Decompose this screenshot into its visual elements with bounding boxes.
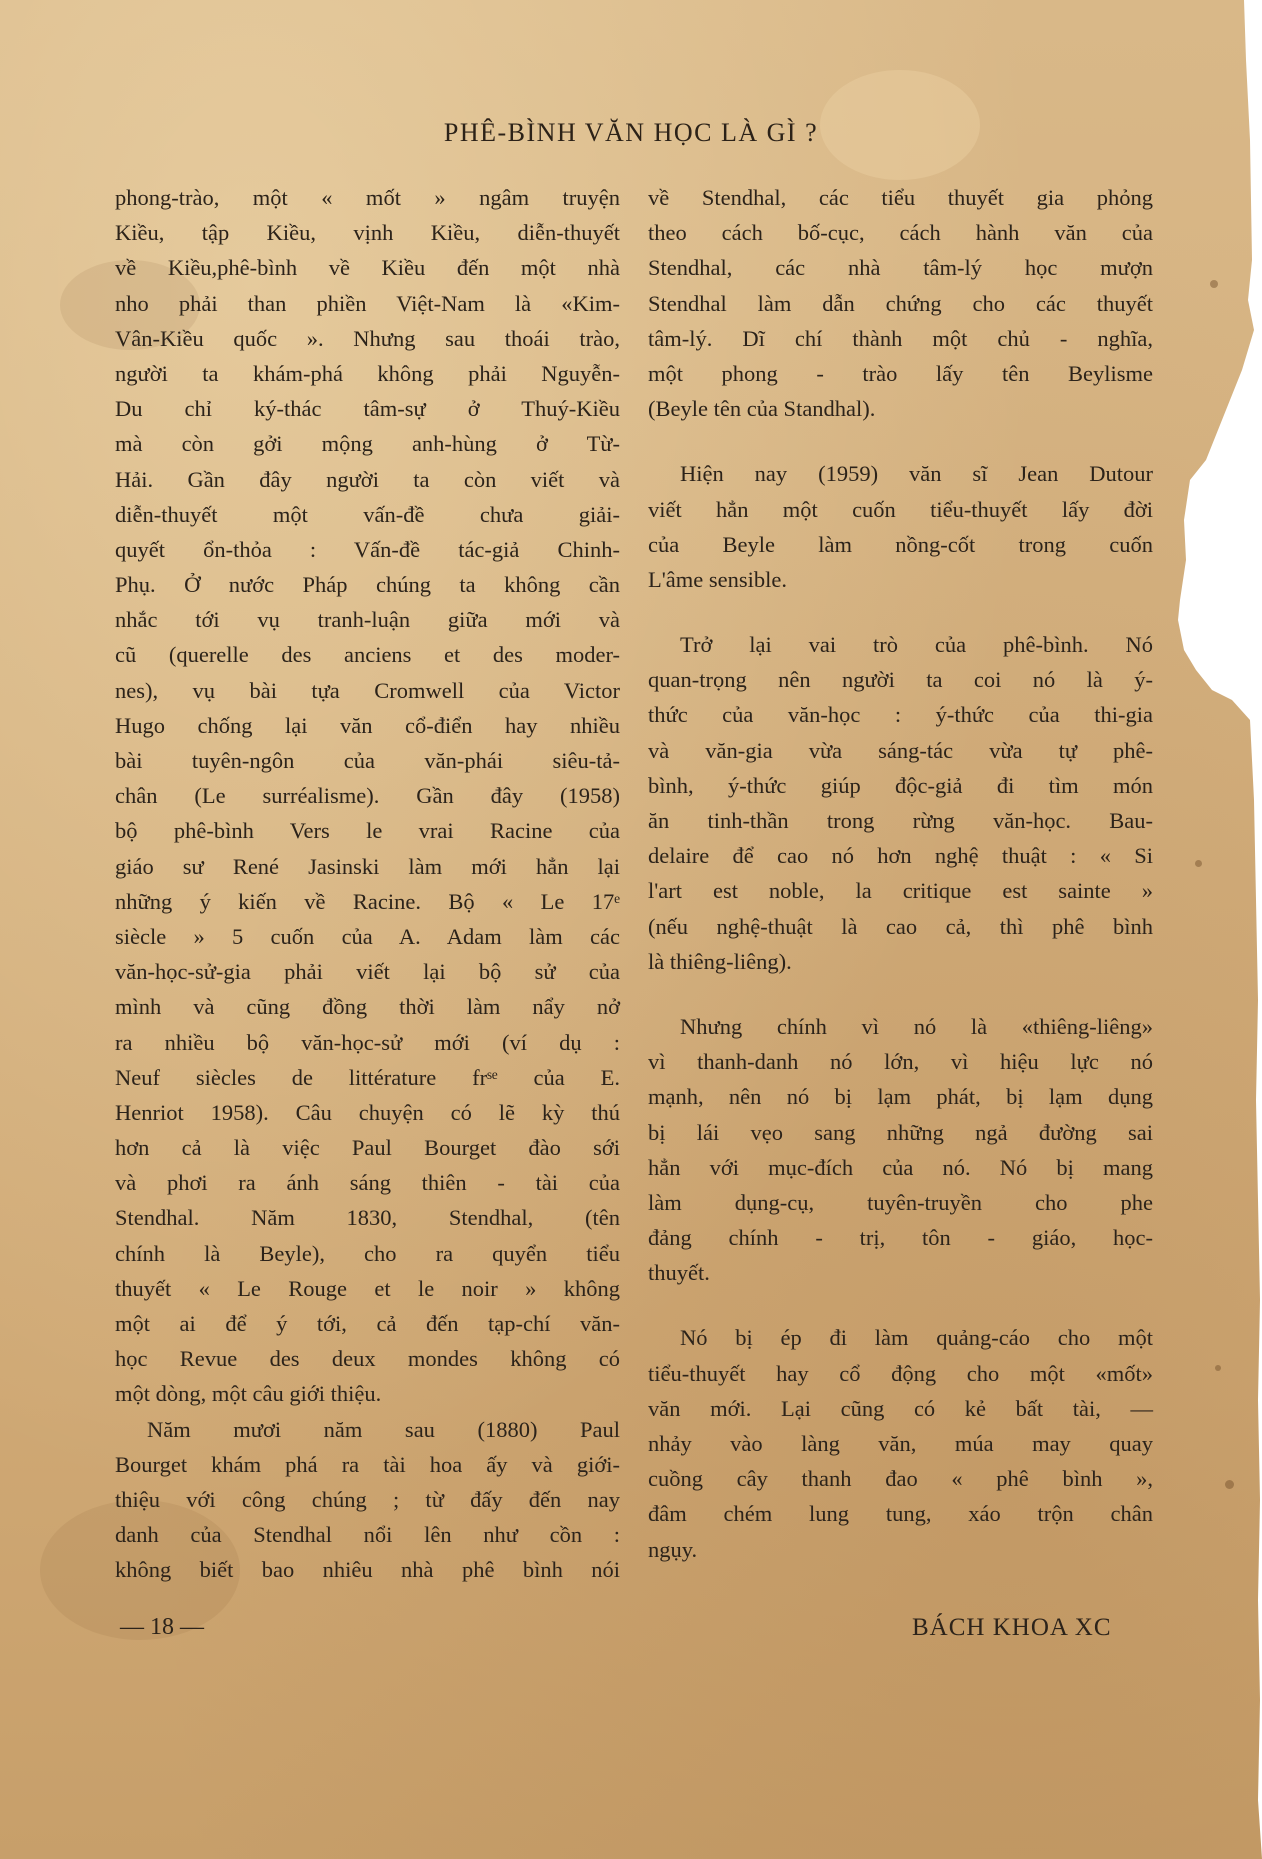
text-line: l'art est noble, la critique est sainte » (648, 878, 1153, 904)
text-line: Hugo chống lại văn cổ-điển hay nhiều (115, 712, 620, 738)
text-line: văn mới. Lại cũng có kẻ bất tài, — (648, 1395, 1153, 1421)
text-line: chính là Beyle), cho ra quyển tiểu (115, 1240, 620, 1266)
text-line: tâm-lý. Dĩ chí thành một chủ - nghĩa, (648, 325, 1153, 351)
text-line: cũ (querelle des anciens et des moder- (115, 642, 620, 668)
text-line: theo cách bố-cục, cách hành văn của (648, 220, 1153, 246)
text-line: danh của Stendhal nổi lên như cồn : (115, 1522, 620, 1548)
text-line: Stendhal làm dẫn chứng cho các thuyết (648, 290, 1153, 316)
text-line: mạnh, nên nó bị lạm phát, bị lạm dụng (648, 1084, 1153, 1110)
text-line: Stendhal, các nhà tâm-lý học mượn (648, 255, 1153, 281)
text-line: Henriot 1958). Câu chuyện có lẽ kỳ thú (115, 1099, 620, 1125)
text-line: bài tuyên-ngôn của văn-phái siêu-tả- (115, 748, 620, 773)
publication-name: BÁCH KHOA XC (912, 1614, 1112, 1641)
text-line: học Revue des deux mondes không có (115, 1346, 620, 1372)
text-line: ngụy. (648, 1536, 698, 1562)
page-number: — 18 — (120, 1614, 204, 1640)
text-line: mà còn gởi mộng anh-hùng ở Từ- (115, 431, 620, 457)
paragraph-misuse (648, 1009, 1153, 1291)
text-line: là thiêng-liêng). (648, 948, 792, 974)
paragraph-gap (648, 426, 1153, 456)
text-line: hơn cả là việc Paul Bourget đào sới (115, 1135, 620, 1161)
text-line: đâm chém lung tung, xáo trộn chân (648, 1501, 1153, 1527)
text-line: thuyết « Le Rouge et le noir » không (115, 1275, 620, 1301)
text-line: viết hẳn một cuốn tiểu-thuyết lấy đời (648, 496, 1153, 522)
text-line: Năm mươi năm sau (1880) Paul (147, 1416, 620, 1442)
text-line: mình và cũng đồng thời làm nẩy nở (115, 994, 620, 1020)
text-line: những ý kiến về Racine. Bộ « Le 17ᵉ (115, 888, 620, 914)
text-line: nho phải than phiền Việt-Nam là «Kim- (115, 290, 620, 316)
text-line: Bourget khám phá ra tài hoa ấy và giới- (115, 1451, 620, 1477)
text-line: thiệu với công chúng ; từ đấy đến nay (115, 1486, 620, 1512)
text-line: giáo sư René Jasinski làm mới hẳn lại (115, 853, 620, 879)
text-line: bình, ý-thức giúp độc-giả đi tìm món (648, 772, 1153, 798)
text-line: hẳn với mục-đích của nó. Nó bị mang (648, 1154, 1153, 1180)
text-line: Nhưng chính vì nó là «thiêng-liêng» (680, 1013, 1153, 1039)
text-line: tiểu-thuyết hay cổ động cho một «mốt» (648, 1360, 1153, 1386)
right-text-column (648, 180, 1153, 1567)
text-line: về Kiều,phê-bình về Kiều đến một nhà (115, 255, 620, 281)
text-line: nhắc tới vụ tranh-luận giữa mới và (115, 607, 620, 633)
paragraph-stendhal (648, 180, 1153, 426)
text-line: Hải. Gần đây người ta còn viết và (115, 466, 620, 492)
text-line: Neuf siècles de littérature frˢᵉ của E. (115, 1064, 620, 1090)
text-line: diễn-thuyết một vấn-đề chưa giải- (115, 501, 620, 527)
torn-page-edge (1172, 0, 1262, 1859)
text-line: thuyết. (648, 1260, 710, 1286)
running-header: PHÊ-BÌNH VĂN HỌC LÀ GÌ ? (443, 118, 819, 147)
text-line: một dòng, một câu giới thiệu. (115, 1381, 382, 1407)
text-line: Hiện nay (1959) văn sĩ Jean Dutour (680, 461, 1153, 487)
text-line: (nếu nghệ-thuật là cao cả, thì phê bình (648, 913, 1153, 939)
text-line: nes), vụ bài tựa Cromwell của Victor (115, 677, 620, 703)
text-line: bộ phê-bình Vers le vrai Racine của (115, 818, 620, 844)
text-line: của Beyle làm nồng-cốt trong cuốn (648, 531, 1153, 557)
text-line: thức của văn-học : ý-thức của thi-gia (648, 702, 1153, 728)
text-line: delaire để cao nó hơn nghệ thuật : « Si (648, 843, 1153, 869)
left-text-column (115, 180, 620, 1588)
text-line: Trở lại vai trò của phê-bình. Nó (680, 632, 1153, 658)
text-line: nhảy vào làng văn, múa may quay (648, 1431, 1153, 1456)
text-line: ra nhiều bộ văn-học-sử mới (ví dụ : (115, 1029, 620, 1055)
text-line: Nó bị ép đi làm quảng-cáo cho một (680, 1325, 1153, 1351)
paragraph-gap (648, 597, 1153, 627)
text-line: người ta khám-phá không phải Nguyễn- (115, 360, 620, 386)
text-line: L'âme sensible. (648, 566, 788, 592)
text-line: không biết bao nhiêu nhà phê bình nói (115, 1557, 620, 1583)
text-line: Du chỉ ký-thác tâm-sự ở Thuý-Kiều (115, 396, 620, 422)
text-line: cuồng cây thanh đao « phê bình », (648, 1466, 1153, 1492)
text-line: đảng chính - trị, tôn - giáo, học- (648, 1225, 1153, 1251)
text-line: một ai để ý tới, cả đến tạp-chí văn- (115, 1311, 620, 1336)
text-line: ăn tinh-thần trong rừng văn-học. Bau- (648, 808, 1153, 833)
text-line: quyết ổn-thỏa : Vấn-đề tác-giả Chinh- (115, 536, 620, 562)
text-line: về Stendhal, các tiểu thuyết gia phỏng (648, 185, 1153, 210)
text-line: bị lái vẹo sang những ngả đường sai (648, 1119, 1153, 1145)
paragraph-dutour (648, 456, 1153, 597)
paragraph-role-of-criticism (648, 627, 1153, 979)
text-line: Vân-Kiều quốc ». Nhưng sau thoái trào, (115, 325, 620, 351)
text-line: và văn-gia vừa sáng-tác vừa tự phê- (648, 737, 1153, 763)
paragraph-advertising (648, 1320, 1153, 1566)
text-line: Kiều, tập Kiều, vịnh Kiều, diễn-thuyết (115, 220, 620, 246)
text-line: quan-trọng nên người ta coi nó là ý- (648, 667, 1153, 693)
text-line: Phụ. Ở nước Pháp chúng ta không cần (115, 572, 620, 598)
text-line: chân (Le surréalisme). Gần đây (1958) (115, 783, 620, 809)
text-line: một phong - trào lấy tên Beylisme (648, 360, 1153, 386)
paragraph-gap (648, 1290, 1153, 1320)
text-line: phong-trào, một « mốt » ngâm truyện (115, 185, 620, 210)
text-line: siècle » 5 cuốn của A. Adam làm các (115, 923, 620, 949)
paragraph-gap (648, 979, 1153, 1009)
text-line: làm dụng-cụ, tuyên-truyền cho phe (648, 1189, 1153, 1215)
text-line: (Beyle tên của Standhal). (648, 396, 876, 422)
text-line: và phơi ra ánh sáng thiên - tài của (115, 1170, 620, 1196)
text-line: Stendhal. Năm 1830, Stendhal, (tên (115, 1205, 620, 1231)
text-line: văn-học-sử-gia phải viết lại bộ sử của (115, 959, 620, 985)
text-line: vì thanh-danh nó lớn, vì hiệu lực nó (648, 1049, 1153, 1075)
